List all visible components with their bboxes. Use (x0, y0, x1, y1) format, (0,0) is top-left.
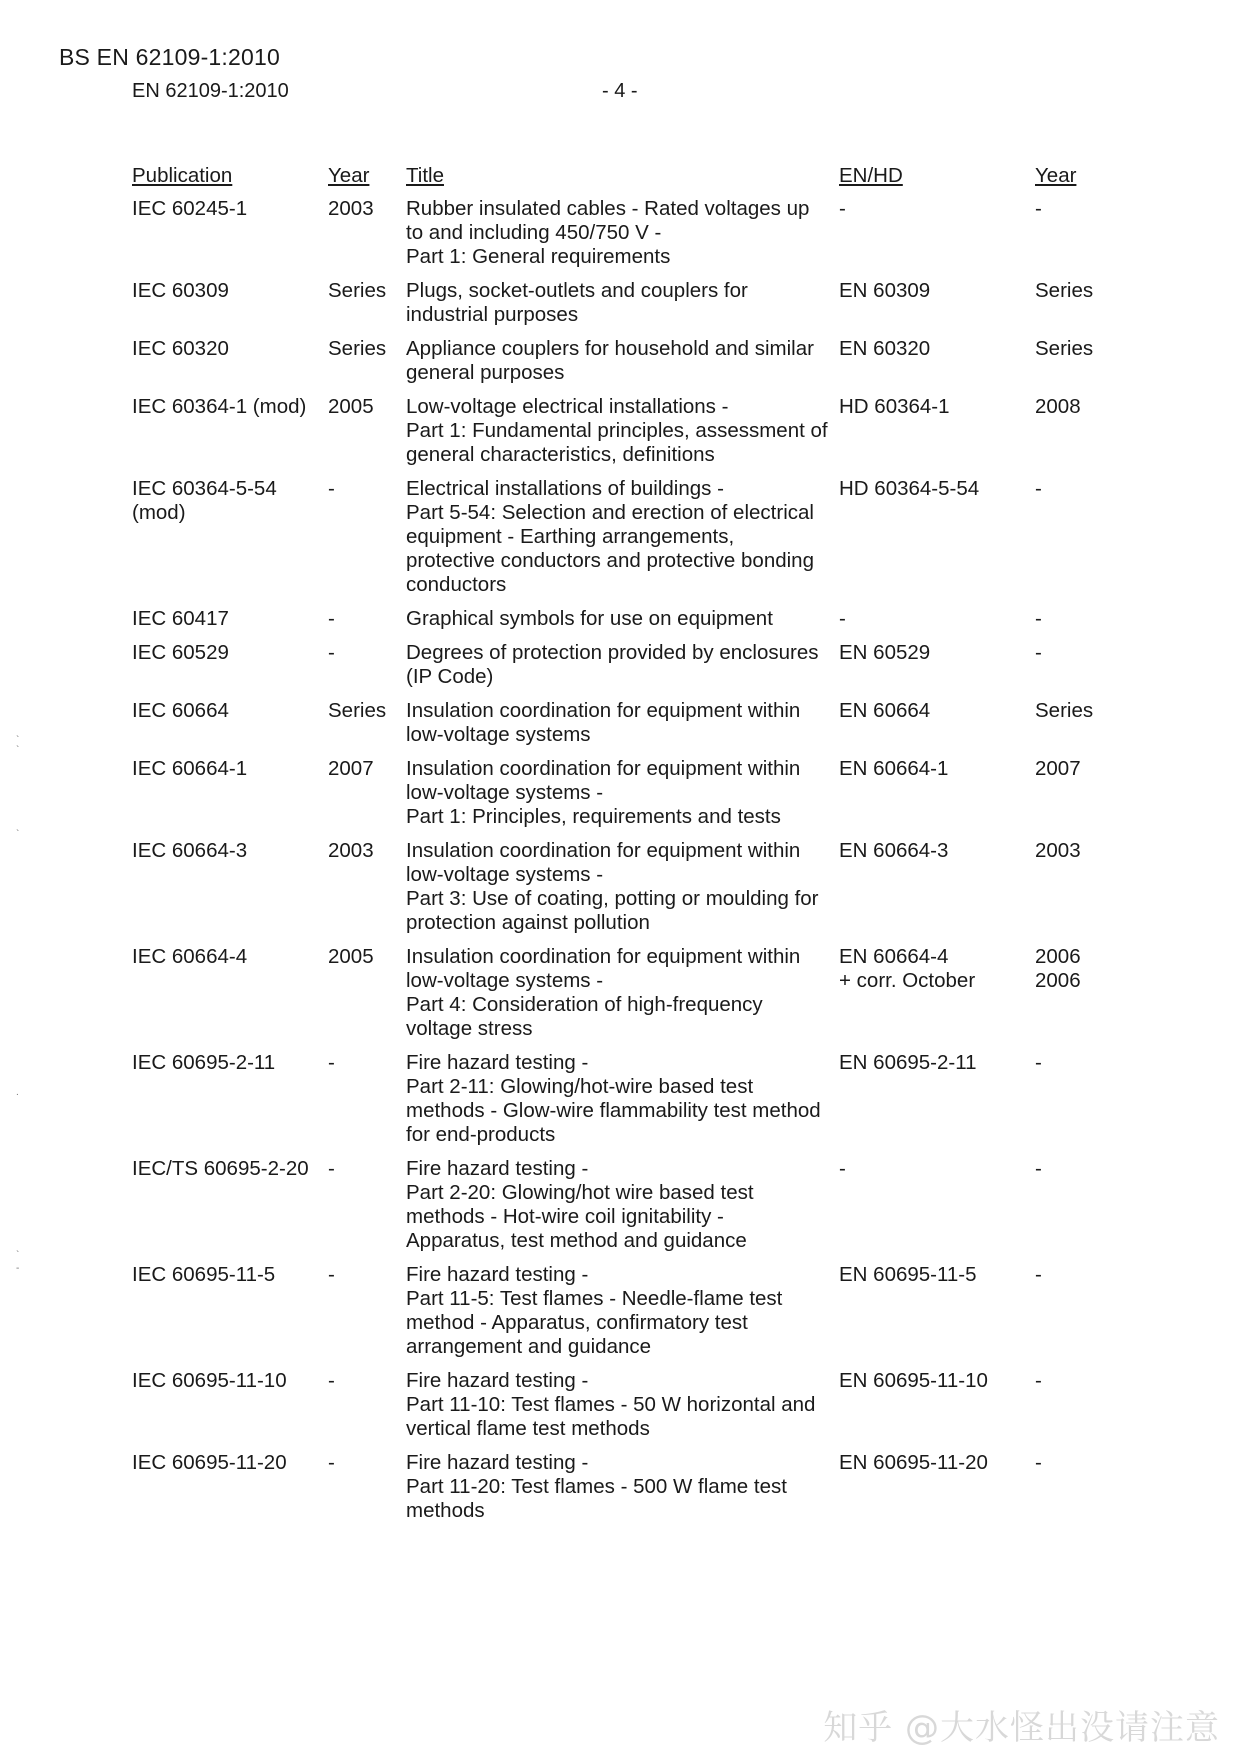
en-hd-cell: EN 60664-1 (839, 757, 949, 780)
watermark: 知乎 @大水怪出没请注意 (823, 1708, 1220, 1748)
en-year-cell: Series (1035, 699, 1094, 722)
year-cell: - (328, 1451, 335, 1474)
publication-cell: IEC 60309 (132, 279, 229, 302)
en-hd-cell: EN 60309 (839, 279, 931, 302)
en-hd-cell: EN 60664 (839, 699, 931, 722)
en-hd-cell: HD 60364-1 (839, 395, 950, 418)
table-row (132, 337, 1132, 395)
publication-cell: IEC 60364-5-54 (mod) (132, 477, 277, 524)
table-row (132, 1263, 1132, 1369)
publication-cell: IEC 60664-4 (132, 945, 248, 968)
publication-cell: IEC 60664-3 (132, 839, 248, 862)
en-year-cell: 2007 (1035, 757, 1081, 780)
title-cell: Electrical installations of buildings - Part 5-54: Selection and erection of electrical equipment - Earthing arrangements, protective conductors and protective bonding conductors (406, 477, 814, 596)
year-cell: - (328, 1051, 335, 1074)
table-body (132, 197, 1132, 1533)
title-cell: Fire hazard testing - Part 2-11: Glowing/hot-wire based test methods - Glow-wire flammability test method for end-products (406, 1051, 821, 1146)
title-cell: Fire hazard testing - Part 11-10: Test flames - 50 W horizontal and vertical flame test methods (406, 1369, 816, 1440)
table-row (132, 699, 1132, 757)
publication-cell: IEC 60417 (132, 607, 229, 630)
column-header-en-hd: EN/HD (839, 164, 903, 187)
en-year-cell: - (1035, 477, 1042, 500)
en-year-cell: - (1035, 1263, 1042, 1286)
year-cell: - (328, 607, 335, 630)
table-row (132, 1051, 1132, 1157)
year-cell: Series (328, 337, 387, 360)
en-year-cell: - (1035, 1157, 1042, 1180)
en-year-cell: - (1035, 197, 1042, 220)
en-year-cell: 2008 (1035, 395, 1081, 418)
publication-cell: IEC 60695-11-5 (132, 1263, 276, 1286)
en-year-cell: - (1035, 607, 1042, 630)
table-row (132, 839, 1132, 945)
publication-cell: IEC 60364-1 (mod) (132, 395, 307, 418)
publication-cell: IEC 60695-11-10 (132, 1369, 287, 1392)
en-year-cell: - (1035, 641, 1042, 664)
year-cell: - (328, 1157, 335, 1180)
publication-cell: IEC 60664 (132, 699, 229, 722)
year-cell: 2005 (328, 395, 374, 418)
year-cell: 2003 (328, 839, 374, 862)
en-year-cell: 2006 2006 (1035, 945, 1081, 992)
title-cell: Insulation coordination for equipment within low-voltage systems - Part 4: Consideration of high-frequency voltage stress (406, 945, 801, 1040)
year-cell: - (328, 1369, 335, 1392)
title-cell: Low-voltage electrical installations - Part 1: Fundamental principles, assessment of general characteristics, definitions (406, 395, 828, 466)
title-cell: Graphical symbols for use on equipment (406, 607, 773, 630)
year-cell: - (328, 1263, 335, 1286)
title-cell: Plugs, socket-outlets and couplers for industrial purposes (406, 279, 748, 326)
publication-cell: IEC 60695-11-20 (132, 1451, 287, 1474)
en-year-cell: - (1035, 1051, 1042, 1074)
column-header-title: Title (406, 164, 444, 187)
publication-cell: IEC/TS 60695-2-20 (132, 1157, 309, 1180)
table-row (132, 1369, 1132, 1451)
en-hd-cell: HD 60364-5-54 (839, 477, 980, 500)
en-hd-cell: - (839, 607, 846, 630)
en-hd-cell: EN 60529 (839, 641, 931, 664)
en-hd-cell: - (839, 1157, 846, 1180)
table-row (132, 757, 1132, 839)
title-cell: Fire hazard testing - Part 11-20: Test flames - 500 W flame test methods (406, 1451, 787, 1522)
column-header-publication: Publication (132, 164, 233, 187)
publication-cell: IEC 60320 (132, 337, 229, 360)
column-header-en-year: Year (1035, 164, 1077, 187)
en-hd-cell: - (839, 197, 846, 220)
table-row (132, 197, 1132, 279)
title-cell: Insulation coordination for equipment within low-voltage systems (406, 699, 801, 746)
en-hd-cell: EN 60664-4 + corr. October (839, 945, 976, 992)
publication-cell: IEC 60695-2-11 (132, 1051, 276, 1074)
publication-cell: IEC 60245-1 (132, 197, 248, 220)
year-cell: Series (328, 279, 387, 302)
table-row (132, 607, 1132, 641)
en-hd-cell: EN 60695-11-10 (839, 1369, 988, 1392)
year-cell: Series (328, 699, 387, 722)
title-cell: Rubber insulated cables - Rated voltages up to and including 450/750 V - Part 1: General requirements (406, 197, 810, 268)
title-cell: Insulation coordination for equipment within low-voltage systems - Part 3: Use of coating, potting or moulding for protection against pollution (406, 839, 819, 934)
en-year-cell: 2003 (1035, 839, 1081, 862)
normative-references-table (132, 164, 1132, 1533)
en-standard-id: EN 62109-1:2010 (132, 80, 289, 102)
table-header-row (132, 164, 1132, 197)
standard-id: BS EN 62109-1:2010 (59, 44, 280, 70)
en-year-cell: Series (1035, 337, 1094, 360)
en-year-cell: - (1035, 1369, 1042, 1392)
table-row (132, 641, 1132, 699)
year-cell: 2003 (328, 197, 374, 220)
en-hd-cell: EN 60664-3 (839, 839, 949, 862)
table-row (132, 279, 1132, 337)
publication-cell: IEC 60664-1 (132, 757, 248, 780)
year-cell: 2007 (328, 757, 374, 780)
en-hd-cell: EN 60695-11-5 (839, 1263, 977, 1286)
en-hd-cell: EN 60695-2-11 (839, 1051, 977, 1074)
year-cell: - (328, 477, 335, 500)
title-cell: Insulation coordination for equipment within low-voltage systems - Part 1: Principles, requirements and tests (406, 757, 801, 828)
table-row (132, 945, 1132, 1051)
table-row (132, 1157, 1132, 1263)
page-number: - 4 - (602, 80, 638, 102)
year-cell: - (328, 641, 335, 664)
column-header-year: Year (328, 164, 370, 187)
table-row (132, 395, 1132, 477)
publication-cell: IEC 60529 (132, 641, 229, 664)
title-cell: Appliance couplers for household and similar general purposes (406, 337, 814, 384)
table-row (132, 1451, 1132, 1533)
en-hd-cell: EN 60320 (839, 337, 931, 360)
year-cell: 2005 (328, 945, 374, 968)
en-year-cell: - (1035, 1451, 1042, 1474)
en-year-cell: Series (1035, 279, 1094, 302)
title-cell: Fire hazard testing - Part 11-5: Test flames - Needle-flame test method - Apparatus, confirmatory test arrangement and guidance (406, 1263, 783, 1358)
table-row (132, 477, 1132, 607)
title-cell: Degrees of protection provided by enclosures (IP Code) (406, 641, 819, 688)
title-cell: Fire hazard testing - Part 2-20: Glowing/hot wire based test methods - Hot-wire coil ignitability - Apparatus, test method and guidance (406, 1157, 754, 1252)
scan-margin-marks: ` ` ` . ` - (16, 735, 20, 1274)
en-hd-cell: EN 60695-11-20 (839, 1451, 988, 1474)
